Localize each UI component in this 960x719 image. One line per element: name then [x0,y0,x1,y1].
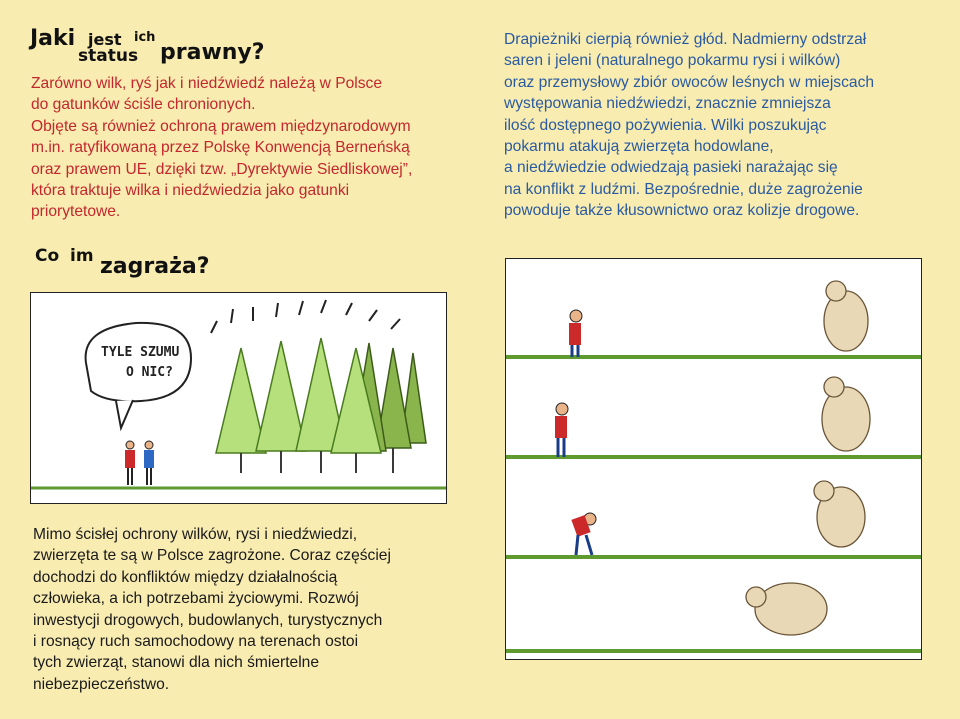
people-figures [125,441,154,485]
section2-text: Drapieżniki cierpią również głód. Nadmierny odstrzał saren i jeleni (naturalnego pokarmu rysi i wilków) oraz przemysłowy zbiór owoców leśnych w miejscach występowania niedźwiedzi, znacznie zmniejsza ilość dostępnego pożywienia. Wilki poszukując pokarmu atakują zwierzęta hodowlane, a niedźwiedzie odwiedzają pasieki narażając się na konflikt z ludźmi. Bezpośrednie, duże zagrożenie powoduje także kłusownictwo oraz kolizje drogowe. [504,31,875,220]
tree-group [216,338,426,473]
section3-title [33,244,233,284]
forest-cartoon-illustration [31,293,446,503]
title-word-jest: jest [88,30,122,49]
bear-cartoon-illustration [506,259,921,659]
title-word-jaki: Jaki [30,26,76,51]
rustle-marks [211,300,400,333]
title-word-status: status [78,46,139,66]
bear-cartoon-panel [505,258,922,660]
section1-title [30,26,290,70]
section1-text: Zarówno wilk, ryś jak i niedźwiedź należą w Polsce do gatunków ściśle chronionych. Objęte są również ochroną prawem międzynarodowym m.in. ratyfikowaną przez Polskę Konwencją Berneńską oraz prawem UE, dzięki tzw. „Dyrektywie Siedliskowej”, która traktuje wilka i niedźwiedzia jako gatunki priorytetowe. [31,75,413,221]
title-word-zagraza: zagraża? [100,254,210,279]
forest-cartoon-panel [30,292,447,504]
person-figures [555,310,596,555]
section3-text: Mimo ścisłej ochrony wilków, rysi i niedźwiedzi, zwierzęta te są w Polsce zagrożone. Coraz częściej dochodzi do konfliktów między działalnością człowieka, a ich potrzebami życiowymi. Rozwój inwestycji drogowych, budowlanych, turystycznych i rosnący ruch samochodowy na terenach ostoi tych zwierząt, stanowi dla nich śmiertelne niebezpieczeństwo. [33,526,391,693]
title-word-co: Co [35,246,60,266]
speech-text-line1: TYLE SZUMU [101,345,180,360]
speech-text-line2: O NIC? [126,365,173,380]
title-word-prawny: prawny? [160,40,265,65]
title-word-im: im [70,246,94,266]
title-word-ich: ich [134,30,156,45]
